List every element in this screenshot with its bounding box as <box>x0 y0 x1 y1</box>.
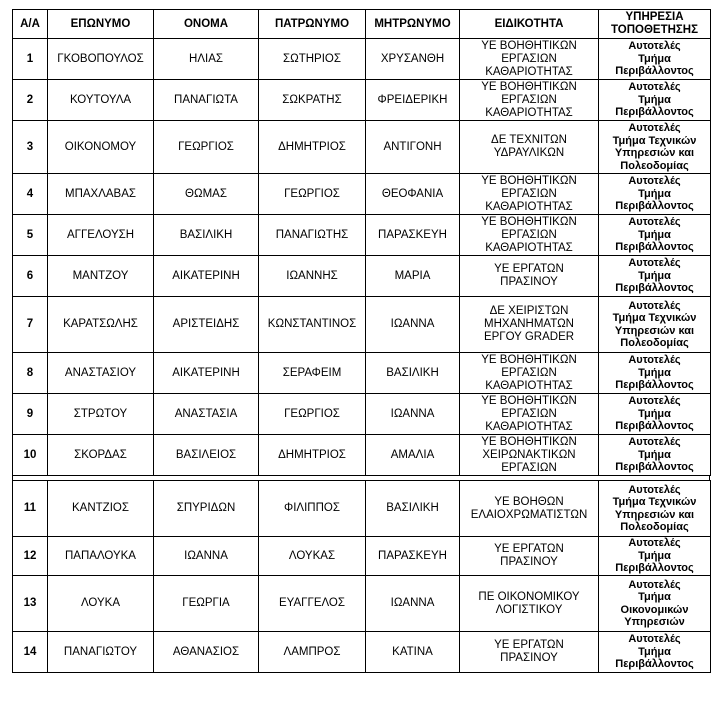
cell-service <box>599 394 711 435</box>
cell-service <box>599 39 711 80</box>
specialty-line: ΥΕ ΒΟΗΘΗΤΙΚΩΝ <box>481 394 577 407</box>
cell-surname: ΟΙΚΟΝΟΜΟΥ <box>48 121 154 174</box>
cell-aa: 14 <box>13 632 48 673</box>
service-line: Αυτοτελές <box>628 299 681 312</box>
cell-specialty <box>460 80 599 121</box>
service-line: Τμήμα <box>638 52 671 65</box>
specialty-line: ΧΕΙΡΩΝΑΚΤΙΚΩΝ <box>482 448 576 461</box>
table-row <box>13 297 711 353</box>
cell-service <box>599 80 711 121</box>
cell-name: ΓΕΩΡΓΙΑ <box>154 576 259 632</box>
cell-specialty <box>460 576 599 632</box>
table-row <box>13 481 711 537</box>
table-row <box>13 39 711 80</box>
service-line: Τμήμα <box>638 591 671 603</box>
cell-specialty <box>460 481 599 537</box>
cell-specialty <box>460 39 599 80</box>
service-line: Τμήμα <box>638 269 671 282</box>
specialty-line: ΕΡΓΟΥ GRADER <box>483 331 575 343</box>
cell-aa: 6 <box>13 256 48 297</box>
cell-specialty <box>460 353 599 394</box>
cell-father-name: ΣΕΡΑΦΕΙΜ <box>259 353 366 394</box>
cell-father-name: ΣΩΤΗΡΙΟΣ <box>259 39 366 80</box>
service-line: Αυτοτελές <box>628 395 681 408</box>
cell-surname: ΚΑΡΑΤΣΩΛΗΣ <box>48 297 154 353</box>
cell-father-name: ΦΙΛΙΠΠΟΣ <box>259 481 366 537</box>
cell-name: ΑΙΚΑΤΕΡΙΝΗ <box>154 256 259 297</box>
service-line: Περιβάλλοντος <box>615 65 694 78</box>
cell-name: ΗΛΙΑΣ <box>154 39 259 80</box>
cell-surname: ΑΓΓΕΛΟΥΣΗ <box>48 215 154 256</box>
cell-surname: ΠΑΠΑΛΟΥΚΑ <box>48 537 154 576</box>
cell-mother-name: ΘΕΟΦΑΝΙΑ <box>366 174 460 215</box>
cell-mother-name: ΜΑΡΙΑ <box>366 256 460 297</box>
cell-service <box>599 174 711 215</box>
service-line: Τμήμα <box>638 93 671 106</box>
service-line: Περιβάλλοντος <box>615 379 694 392</box>
cell-father-name: ΛΑΜΠΡΟΣ <box>259 632 366 673</box>
service-line: Περιβάλλοντος <box>615 106 694 119</box>
table-row <box>13 435 711 476</box>
cell-name: ΙΩΑΝΝΑ <box>154 537 259 576</box>
header-name: ΟΝΟΜΑ <box>154 10 259 39</box>
cell-specialty <box>460 256 599 297</box>
cell-father-name: ΓΕΩΡΓΙΟΣ <box>259 174 366 215</box>
cell-service <box>599 215 711 256</box>
cell-service <box>599 297 711 353</box>
cell-mother-name: ΚΑΤΙΝΑ <box>366 632 460 673</box>
service-line: Τμήμα <box>638 645 671 658</box>
cell-name: ΑΝΑΣΤΑΣΙΑ <box>154 394 259 435</box>
service-line: Περιβάλλοντος <box>615 658 694 671</box>
specialty-line: ΚΑΘΑΡΙΟΤΗΤΑΣ <box>485 241 573 254</box>
service-line: Τμήμα <box>638 407 671 420</box>
table-row <box>13 537 711 576</box>
cell-father-name: ΠΑΝΑΓΙΩΤΗΣ <box>259 215 366 256</box>
specialty-line: ΕΡΓΑΣΙΩΝ <box>501 366 557 379</box>
specialty-line: ΚΑΘΑΡΙΟΤΗΤΑΣ <box>485 420 573 433</box>
cell-service <box>599 121 711 174</box>
service-line: Αυτοτελές <box>628 633 681 646</box>
specialty-line: ΠΡΑΣΙΝΟΥ <box>500 276 558 288</box>
specialty-line: ΥΕ ΒΟΗΘΗΤΙΚΩΝ <box>481 174 577 187</box>
table-row <box>13 121 711 174</box>
header-surname: ΕΠΩΝΥΜΟ <box>48 10 154 39</box>
cell-surname: ΠΑΝΑΓΙΩΤΟΥ <box>48 632 154 673</box>
cell-aa: 11 <box>13 481 48 537</box>
service-line: Αυτοτελές <box>628 578 681 591</box>
cell-specialty <box>460 537 599 576</box>
service-line: Τμήμα <box>638 549 671 562</box>
service-line: Περιβάλλοντος <box>615 420 694 433</box>
cell-specialty <box>460 394 599 435</box>
service-line: Αυτοτελές <box>628 122 681 134</box>
specialty-line: ΥΕ ΒΟΗΘΗΤΙΚΩΝ <box>481 353 577 366</box>
specialty-line: ΥΕ ΕΡΓΑΤΩΝ <box>494 263 564 275</box>
service-line: Τμήμα Τεχνικών <box>612 312 697 324</box>
service-line: Τμήμα <box>638 228 671 241</box>
cell-surname: ΚΟΥΤΟΥΛΑ <box>48 80 154 121</box>
cell-aa: 3 <box>13 121 48 174</box>
specialty-line: ΛΟΓΙΣΤΙΚΟΥ <box>495 603 563 616</box>
specialty-line: ΔΕ ΤΕΧΝΙΤΩΝ <box>491 134 567 146</box>
service-line: Υπηρεσιών <box>624 616 685 628</box>
service-line: Περιβάλλοντος <box>615 241 694 254</box>
cell-surname: ΜΑΝΤΖΟΥ <box>48 256 154 297</box>
specialty-line: ΥΕ ΕΡΓΑΤΩΝ <box>494 543 564 555</box>
cell-father-name: ΛΟΥΚΑΣ <box>259 537 366 576</box>
specialty-line: ΥΕ ΕΡΓΑΤΩΝ <box>494 639 564 651</box>
service-line: Πολεοδομίας <box>620 337 689 349</box>
cell-father-name: ΣΩΚΡΑΤΗΣ <box>259 80 366 121</box>
cell-surname: ΚΑΝΤΖΙΟΣ <box>48 481 154 537</box>
cell-mother-name: ΦΡΕΙΔΕΡΙΚΗ <box>366 80 460 121</box>
cell-service <box>599 537 711 576</box>
table-row <box>13 394 711 435</box>
specialty-line: ΕΡΓΑΣΙΩΝ <box>501 93 557 106</box>
service-line: Υπηρεσιών και <box>614 508 695 521</box>
cell-father-name: ΔΗΜΗΤΡΙΟΣ <box>259 121 366 174</box>
header-father-name: ΠΑΤΡΩΝΥΜΟ <box>259 10 366 39</box>
service-line: Υπηρεσιών και <box>614 324 695 337</box>
cell-name: ΑΘΑΝΑΣΙΟΣ <box>154 632 259 673</box>
cell-mother-name: ΑΝΤΙΓΟΝΗ <box>366 121 460 174</box>
specialty-line: ΥΕ ΒΟΗΘΩΝ <box>494 495 564 508</box>
specialty-line: ΠΡΑΣΙΝΟΥ <box>500 556 558 568</box>
header-mother-name: ΜΗΤΡΩΝΥΜΟ <box>366 10 460 39</box>
service-line: Τμήμα Τεχνικών <box>612 134 697 147</box>
cell-surname: ΑΝΑΣΤΑΣΙΟΥ <box>48 353 154 394</box>
service-line: Τμήμα <box>638 187 671 200</box>
cell-surname: ΛΟΥΚΑ <box>48 576 154 632</box>
specialty-line: ΥΕ ΒΟΗΘΗΤΙΚΩΝ <box>481 80 577 93</box>
cell-mother-name: ΙΩΑΝΝΑ <box>366 297 460 353</box>
specialty-line: ΕΡΓΑΣΙΩΝ <box>501 187 557 200</box>
cell-mother-name: ΠΑΡΑΣΚΕΥΗ <box>366 215 460 256</box>
specialty-line: ΥΕ ΒΟΗΘΗΤΙΚΩΝ <box>481 39 577 52</box>
service-line: Αυτοτελές <box>628 216 681 229</box>
service-line: Αυτοτελές <box>628 175 681 188</box>
cell-service <box>599 481 711 537</box>
cell-aa: 12 <box>13 537 48 576</box>
cell-aa: 13 <box>13 576 48 632</box>
service-line: Τμήμα <box>638 448 671 461</box>
specialty-line: ΕΡΓΑΣΙΩΝ <box>501 52 557 65</box>
service-line: Τμήμα Τεχνικών <box>612 496 697 508</box>
cell-mother-name: ΒΑΣΙΛΙΚΗ <box>366 353 460 394</box>
service-line: Αυτοτελές <box>628 483 681 496</box>
cell-father-name: ΓΕΩΡΓΙΟΣ <box>259 394 366 435</box>
cell-surname: ΜΠΑΧΛΑΒΑΣ <box>48 174 154 215</box>
service-line: Αυτοτελές <box>628 40 681 53</box>
cell-name: ΣΠΥΡΙΔΩΝ <box>154 481 259 537</box>
specialty-line: ΥΕ ΒΟΗΘΗΤΙΚΩΝ <box>481 435 577 448</box>
cell-name: ΓΕΩΡΓΙΟΣ <box>154 121 259 174</box>
service-line: Πολεοδομίας <box>620 159 689 172</box>
service-line: Περιβάλλοντος <box>615 461 694 474</box>
cell-father-name: ΕΥΑΓΓΕΛΟΣ <box>259 576 366 632</box>
cell-father-name: ΚΩΝΣΤΑΝΤΙΝΟΣ <box>259 297 366 353</box>
cell-service <box>599 576 711 632</box>
service-line: Περιβάλλοντος <box>615 200 694 213</box>
cell-father-name: ΔΗΜΗΤΡΙΟΣ <box>259 435 366 476</box>
specialty-line: ΠΡΑΣΙΝΟΥ <box>500 652 558 664</box>
staff-placement-table <box>12 9 711 476</box>
table-row <box>13 576 711 632</box>
table-header-row <box>13 10 711 39</box>
cell-specialty <box>460 632 599 673</box>
header-service <box>599 10 711 39</box>
cell-mother-name: ΑΜΑΛΙΑ <box>366 435 460 476</box>
service-line: Αυτοτελές <box>628 257 681 270</box>
cell-mother-name: ΠΑΡΑΣΚΕΥΗ <box>366 537 460 576</box>
cell-surname: ΓΚΟΒΟΠΟΥΛΟΣ <box>48 39 154 80</box>
cell-father-name: ΙΩΑΝΝΗΣ <box>259 256 366 297</box>
specialty-line: ΥΔΡΑΥΛΙΚΩΝ <box>493 147 565 159</box>
cell-aa: 8 <box>13 353 48 394</box>
cell-aa: 7 <box>13 297 48 353</box>
cell-aa: 9 <box>13 394 48 435</box>
specialty-line: ΜΗΧΑΝΗΜΑΤΩΝ <box>484 318 574 330</box>
cell-aa: 10 <box>13 435 48 476</box>
cell-service <box>599 353 711 394</box>
cell-service <box>599 435 711 476</box>
service-line: Πολεοδομίας <box>620 521 689 533</box>
cell-mother-name: ΙΩΑΝΝΑ <box>366 394 460 435</box>
document-page <box>12 9 710 673</box>
cell-aa: 4 <box>13 174 48 215</box>
table-body-page2 <box>13 481 711 673</box>
cell-service <box>599 256 711 297</box>
specialty-line: ΕΡΓΑΣΙΩΝ <box>501 461 557 474</box>
header-specialty: ΕΙΔΙΚΟΤΗΤΑ <box>460 10 599 39</box>
service-line: Αυτοτελές <box>628 354 681 367</box>
cell-name: ΠΑΝΑΓΙΩΤΑ <box>154 80 259 121</box>
cell-name: ΑΡΙΣΤΕΙΔΗΣ <box>154 297 259 353</box>
table-row <box>13 174 711 215</box>
table-row <box>13 353 711 394</box>
header-service-line1: ΥΠΗΡΕΣΙΑ <box>625 11 684 23</box>
service-line: Υπηρεσιών και <box>614 147 695 159</box>
cell-aa: 2 <box>13 80 48 121</box>
cell-name: ΘΩΜΑΣ <box>154 174 259 215</box>
specialty-line: ΥΕ ΒΟΗΘΗΤΙΚΩΝ <box>481 215 577 228</box>
cell-mother-name: ΒΑΣΙΛΙΚΗ <box>366 481 460 537</box>
specialty-line: ΚΑΘΑΡΙΟΤΗΤΑΣ <box>485 200 573 213</box>
cell-surname: ΣΤΡΩΤΟΥ <box>48 394 154 435</box>
specialty-line: ΚΑΘΑΡΙΟΤΗΤΑΣ <box>485 65 573 78</box>
cell-specialty <box>460 215 599 256</box>
cell-specialty <box>460 174 599 215</box>
table-row <box>13 256 711 297</box>
specialty-line: ΚΑΘΑΡΙΟΤΗΤΑΣ <box>485 106 573 119</box>
specialty-line: ΚΑΘΑΡΙΟΤΗΤΑΣ <box>485 379 573 392</box>
cell-specialty <box>460 435 599 476</box>
header-aa: Α/Α <box>13 10 48 39</box>
cell-specialty <box>460 121 599 174</box>
table-body-page1 <box>13 39 711 476</box>
cell-specialty <box>460 297 599 353</box>
cell-name: ΒΑΣΙΛΙΚΗ <box>154 215 259 256</box>
cell-name: ΒΑΣΙΛΕΙΟΣ <box>154 435 259 476</box>
specialty-line: ΕΡΓΑΣΙΩΝ <box>501 228 557 241</box>
service-line: Αυτοτελές <box>628 537 681 550</box>
table-row <box>13 632 711 673</box>
specialty-line: ΕΛΑΙΟΧΡΩΜΑΤΙΣΤΩΝ <box>470 508 588 521</box>
cell-aa: 5 <box>13 215 48 256</box>
service-line: Περιβάλλοντος <box>615 562 694 575</box>
table-row <box>13 80 711 121</box>
staff-placement-table-continued <box>12 480 711 673</box>
service-line: Οικονομικών <box>620 603 689 616</box>
service-line: Τμήμα <box>638 366 671 379</box>
cell-surname: ΣΚΟΡΔΑΣ <box>48 435 154 476</box>
specialty-line: ΕΡΓΑΣΙΩΝ <box>501 407 557 420</box>
cell-name: ΑΙΚΑΤΕΡΙΝΗ <box>154 353 259 394</box>
cell-service <box>599 632 711 673</box>
table-row <box>13 215 711 256</box>
service-line: Αυτοτελές <box>628 436 681 449</box>
specialty-line: ΠΕ ΟΙΚΟΝΟΜΙΚΟΥ <box>478 590 580 603</box>
cell-aa: 1 <box>13 39 48 80</box>
header-service-line2: ΤΟΠΟΘΕΤΗΣΗΣ <box>610 24 699 36</box>
service-line: Περιβάλλοντος <box>615 282 694 295</box>
service-line: Αυτοτελές <box>628 81 681 94</box>
cell-mother-name: ΙΩΑΝΝΑ <box>366 576 460 632</box>
specialty-line: ΔΕ ΧΕΙΡΙΣΤΩΝ <box>489 305 569 317</box>
cell-mother-name: ΧΡΥΣΑΝΘΗ <box>366 39 460 80</box>
